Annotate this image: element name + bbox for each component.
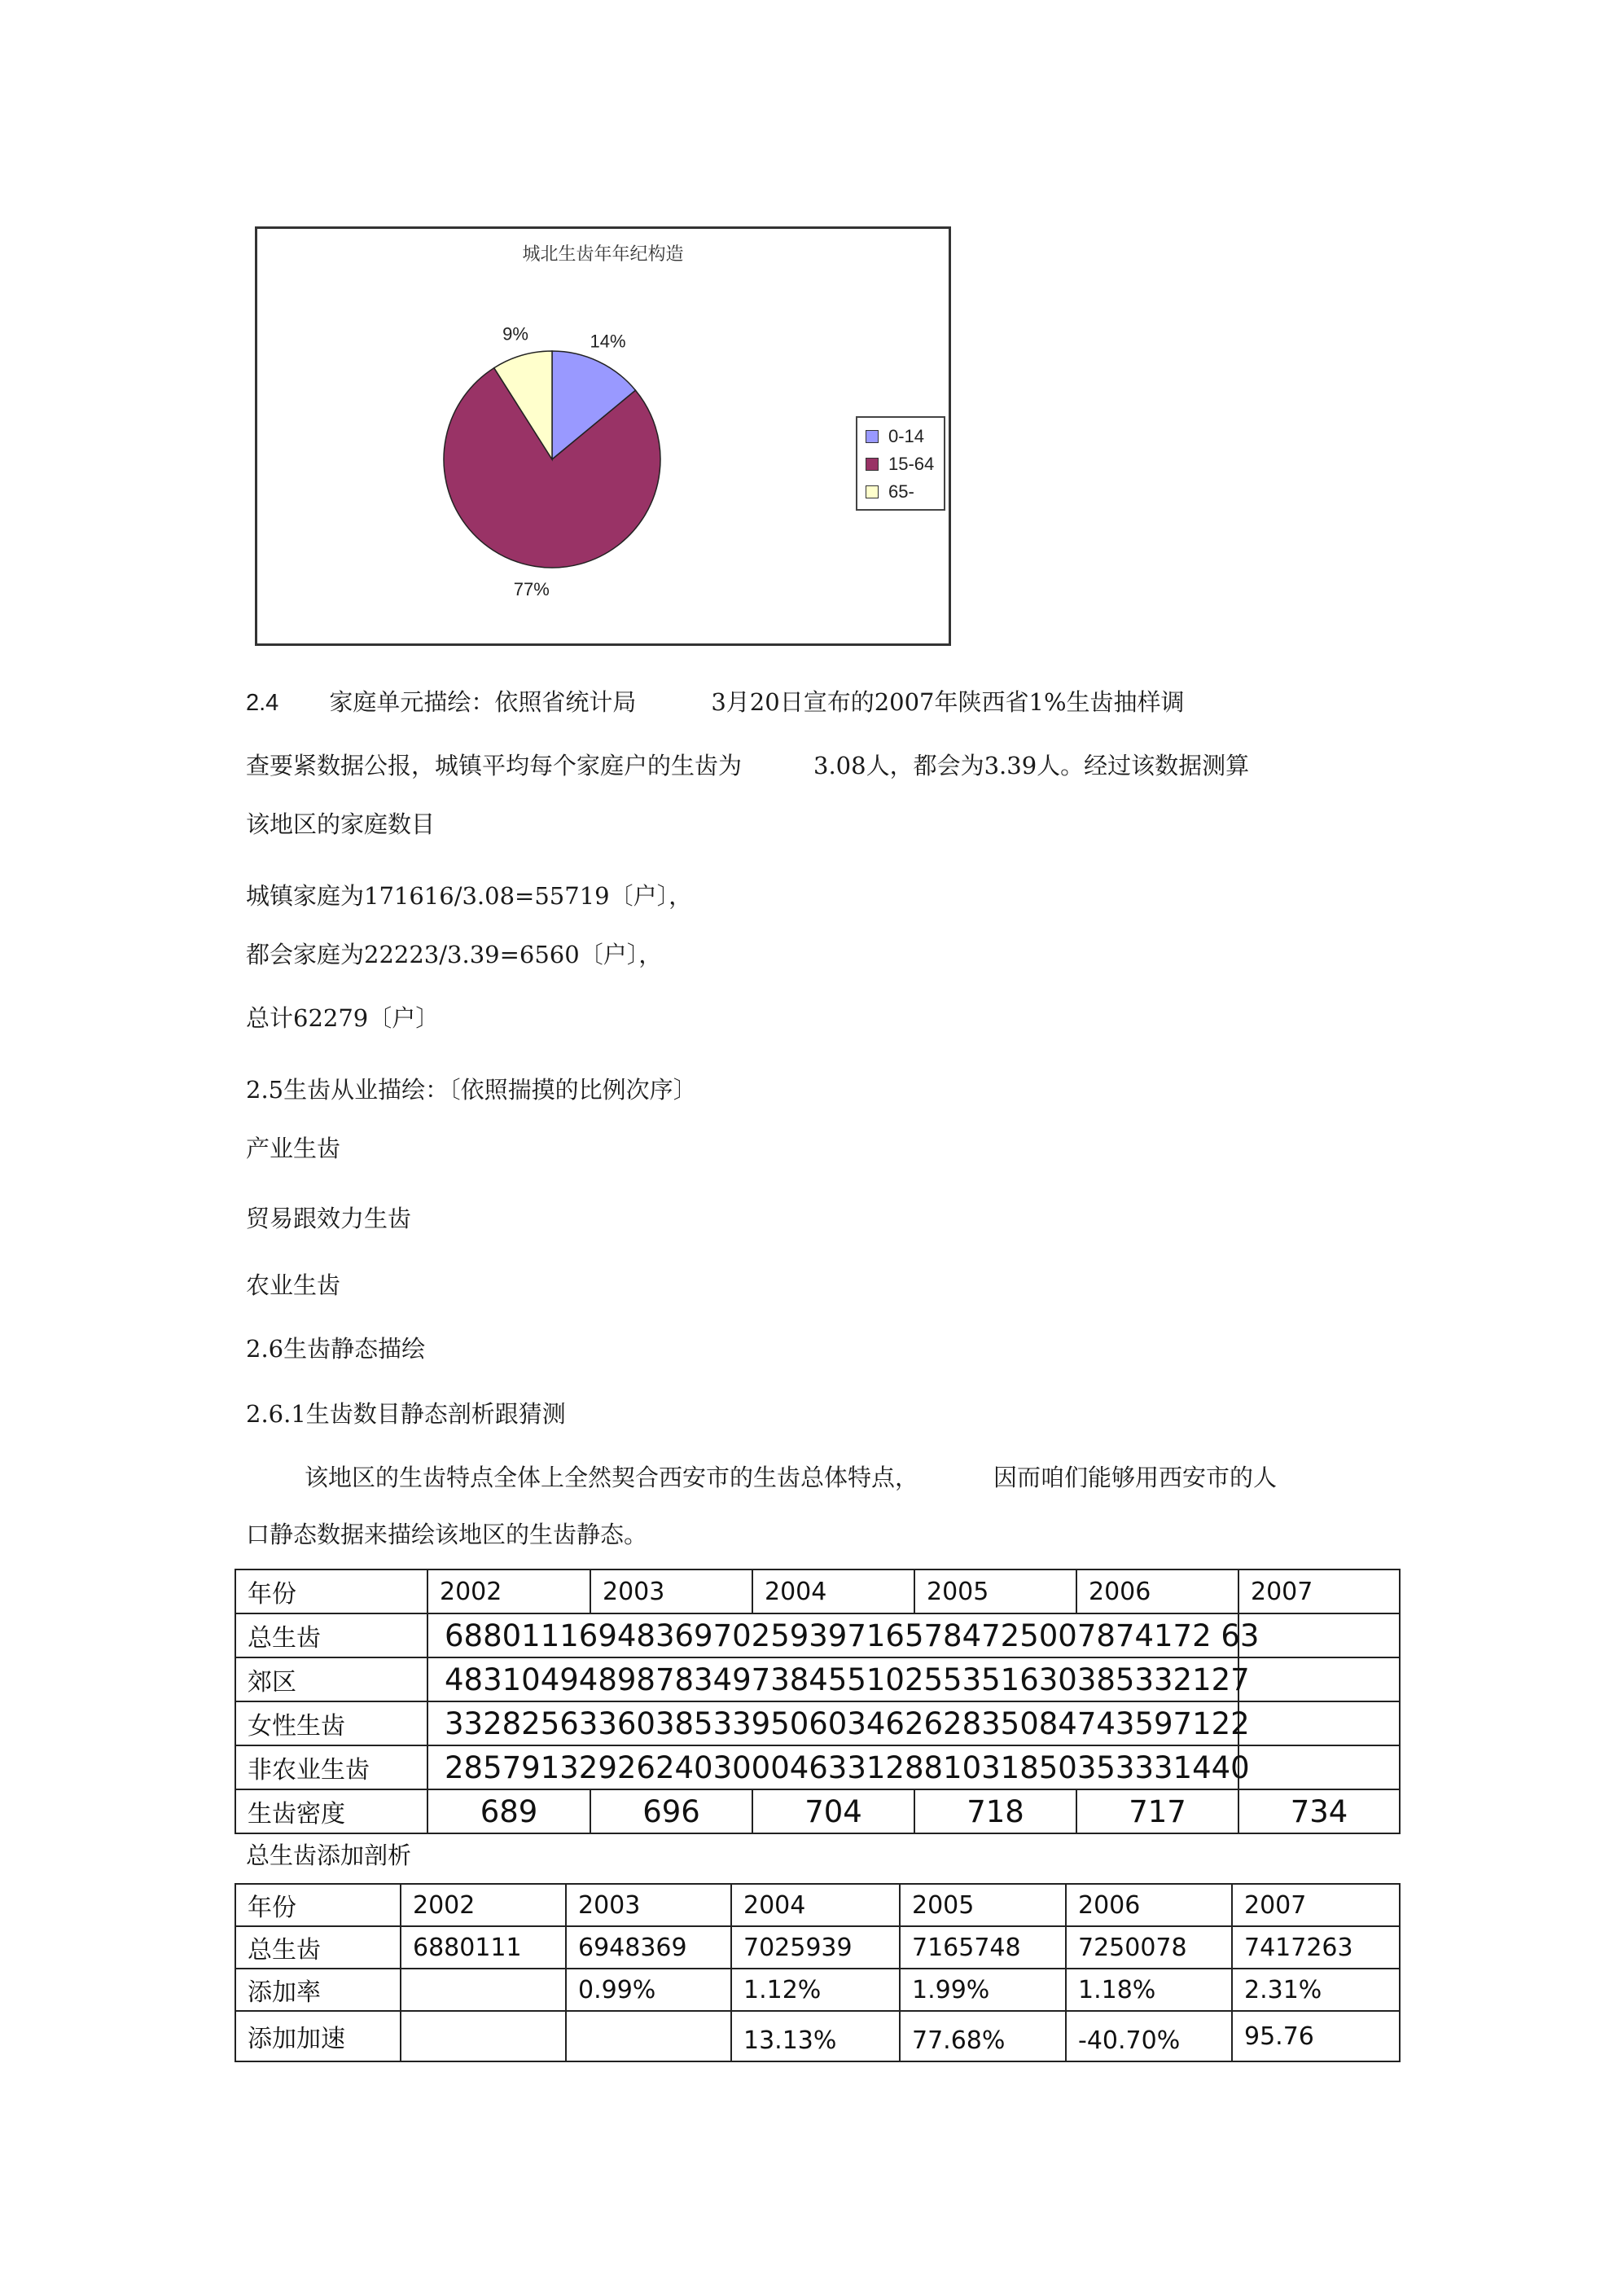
city-household-calc: 都会家庭为22223/3.39=6560〔户〕， bbox=[246, 941, 663, 968]
legend-swatch bbox=[866, 430, 879, 443]
table-cell: 1.18% bbox=[1066, 1969, 1232, 2011]
text-segment: 3.08人，都会为3.39人。经过该数据测算 bbox=[813, 752, 1250, 779]
table-cell: 6948369 bbox=[566, 1926, 731, 1969]
table-header-row bbox=[235, 1884, 1400, 1926]
section-2-6-1-heading: 2.6.1生齿数目静态剖析跟猜测 bbox=[246, 1400, 566, 1428]
legend-swatch bbox=[866, 485, 879, 498]
section-number: 2.4 bbox=[246, 690, 279, 716]
header-cell: 年份 bbox=[235, 1569, 427, 1613]
empty-cell bbox=[1238, 1701, 1400, 1745]
legend-label: 0-14 bbox=[888, 426, 925, 446]
header-cell: 2002 bbox=[427, 1569, 590, 1613]
urban-household-calc: 城镇家庭为171616/3.08=55719〔户〕， bbox=[246, 882, 693, 910]
merged-values: 332825633603853395060346262835084743597122 bbox=[427, 1701, 1238, 1745]
table-row bbox=[235, 1789, 1400, 1833]
header-cell: 2003 bbox=[590, 1569, 752, 1613]
table-cell: 2.31% bbox=[1232, 1969, 1400, 2011]
table-row bbox=[235, 1969, 1400, 2011]
population-table bbox=[235, 1569, 1401, 1834]
pie-label-65-: 9% bbox=[502, 323, 528, 345]
paragraph-2-6-1-line2: 口静态数据来描绘该地区的生齿静态。 bbox=[246, 1521, 648, 1548]
table-header-row bbox=[235, 1569, 1400, 1613]
legend-label: 15-64 bbox=[888, 454, 935, 474]
header-cell: 2006 bbox=[1076, 1569, 1238, 1613]
table-cell: 0.99% bbox=[566, 1969, 731, 2011]
row-label: 添加加速 bbox=[235, 2011, 401, 2061]
header-cell: 2004 bbox=[752, 1569, 914, 1613]
table-cell: 7250078 bbox=[1066, 1926, 1232, 1969]
legend-item-0-14 bbox=[866, 423, 939, 450]
header-cell: 2007 bbox=[1232, 1884, 1400, 1926]
row-label: 总生齿 bbox=[235, 1613, 427, 1657]
employment-item-trade-service: 贸易跟效力生齿 bbox=[246, 1205, 412, 1232]
table-row bbox=[235, 2011, 1400, 2061]
text-segment: 因而咱们能够用西安市的人 bbox=[993, 1464, 1278, 1491]
text-segment: 3月20日宣布的2007年陕西省1%生齿抽样调 bbox=[711, 688, 1185, 716]
empty-cell bbox=[1238, 1613, 1400, 1657]
row-label: 郊区 bbox=[235, 1657, 427, 1701]
density-cell: 696 bbox=[590, 1789, 752, 1833]
header-cell: 2007 bbox=[1238, 1569, 1400, 1613]
chart-title: 城北生齿年年纪构造 bbox=[522, 244, 684, 265]
row-label: 添加率 bbox=[235, 1969, 401, 2011]
density-cell: 704 bbox=[752, 1789, 914, 1833]
table-cell bbox=[401, 2011, 566, 2061]
header-cell: 2004 bbox=[731, 1884, 900, 1926]
legend-item-15-64 bbox=[866, 450, 939, 478]
section-2-6-heading: 2.6生齿静态描绘 bbox=[246, 1335, 426, 1363]
header-cell: 2005 bbox=[900, 1884, 1066, 1926]
table-cell: 7025939 bbox=[731, 1926, 900, 1969]
table-row bbox=[235, 1926, 1400, 1969]
merged-values: 6880111694836970259397165784725007874172 63 bbox=[427, 1613, 1238, 1657]
table-cell: -40.70% bbox=[1066, 2011, 1232, 2061]
text-segment: 查要紧数据公报，城镇平均每个家庭户的生齿为 bbox=[246, 752, 743, 779]
paragraph-2-6-1-line1 bbox=[305, 1461, 1277, 1494]
density-cell: 734 bbox=[1238, 1789, 1400, 1833]
table-cell: 1.99% bbox=[900, 1969, 1066, 2011]
table-cell: 77.68% bbox=[900, 2011, 1066, 2061]
density-cell: 689 bbox=[427, 1789, 590, 1833]
row-label: 总生齿 bbox=[235, 1926, 401, 1969]
growth-table bbox=[235, 1883, 1401, 2062]
pie-label-0-14: 14% bbox=[590, 331, 626, 352]
header-cell: 2006 bbox=[1066, 1884, 1232, 1926]
section-2-5-heading: 2.5生齿从业描绘：〔依照揣摸的比例次序〕 bbox=[246, 1076, 697, 1104]
table-cell: 13.13% bbox=[731, 2011, 900, 2061]
table-cell: 95.76 bbox=[1232, 2011, 1400, 2061]
table-cell bbox=[401, 1969, 566, 2011]
table-cell bbox=[566, 2011, 731, 2061]
header-cell: 2003 bbox=[566, 1884, 731, 1926]
legend-swatch bbox=[866, 458, 879, 471]
paragraph-2-4-line1 bbox=[246, 686, 1185, 719]
table2-caption: 总生齿添加剖析 bbox=[246, 1842, 412, 1869]
legend-label: 65- bbox=[888, 481, 914, 502]
text-segment: 家庭单元描绘：依照省统计局 bbox=[329, 688, 637, 716]
paragraph-2-4-line2 bbox=[246, 749, 1249, 782]
table-cell: 7165748 bbox=[900, 1926, 1066, 1969]
row-label: 生齿密度 bbox=[235, 1789, 427, 1833]
header-cell: 年份 bbox=[235, 1884, 401, 1926]
density-cell: 717 bbox=[1076, 1789, 1238, 1833]
legend-item-65- bbox=[866, 478, 939, 506]
table-row bbox=[235, 1745, 1400, 1789]
table-row bbox=[235, 1701, 1400, 1745]
table-cell: 6880111 bbox=[401, 1926, 566, 1969]
merged-values: 285791329262403000463312881031850353331440 bbox=[427, 1745, 1238, 1789]
density-cell: 718 bbox=[914, 1789, 1076, 1833]
pie-svg bbox=[257, 229, 953, 648]
chart-legend bbox=[856, 416, 945, 511]
household-total: 总计62279〔户〕 bbox=[246, 1004, 440, 1032]
empty-cell bbox=[1238, 1745, 1400, 1789]
header-cell: 2002 bbox=[401, 1884, 566, 1926]
table-row bbox=[235, 1657, 1400, 1701]
employment-item-agriculture: 农业生齿 bbox=[246, 1271, 341, 1299]
pie-chart bbox=[255, 226, 951, 646]
paragraph-2-4-line3: 该地区的家庭数目 bbox=[246, 810, 436, 838]
row-label: 女性生齿 bbox=[235, 1701, 427, 1745]
row-label: 非农业生齿 bbox=[235, 1745, 427, 1789]
table-cell: 1.12% bbox=[731, 1969, 900, 2011]
table-row bbox=[235, 1613, 1400, 1657]
empty-cell bbox=[1238, 1657, 1400, 1701]
employment-item-industry: 产业生齿 bbox=[246, 1135, 341, 1162]
text-segment: 该地区的生齿特点全体上全然契合西安市的生齿总体特点， bbox=[305, 1464, 919, 1491]
table-cell: 7417263 bbox=[1232, 1926, 1400, 1969]
header-cell: 2005 bbox=[914, 1569, 1076, 1613]
pie-label-15-64: 77% bbox=[513, 579, 550, 600]
merged-values: 483104948987834973845510255351630385332127 bbox=[427, 1657, 1238, 1701]
